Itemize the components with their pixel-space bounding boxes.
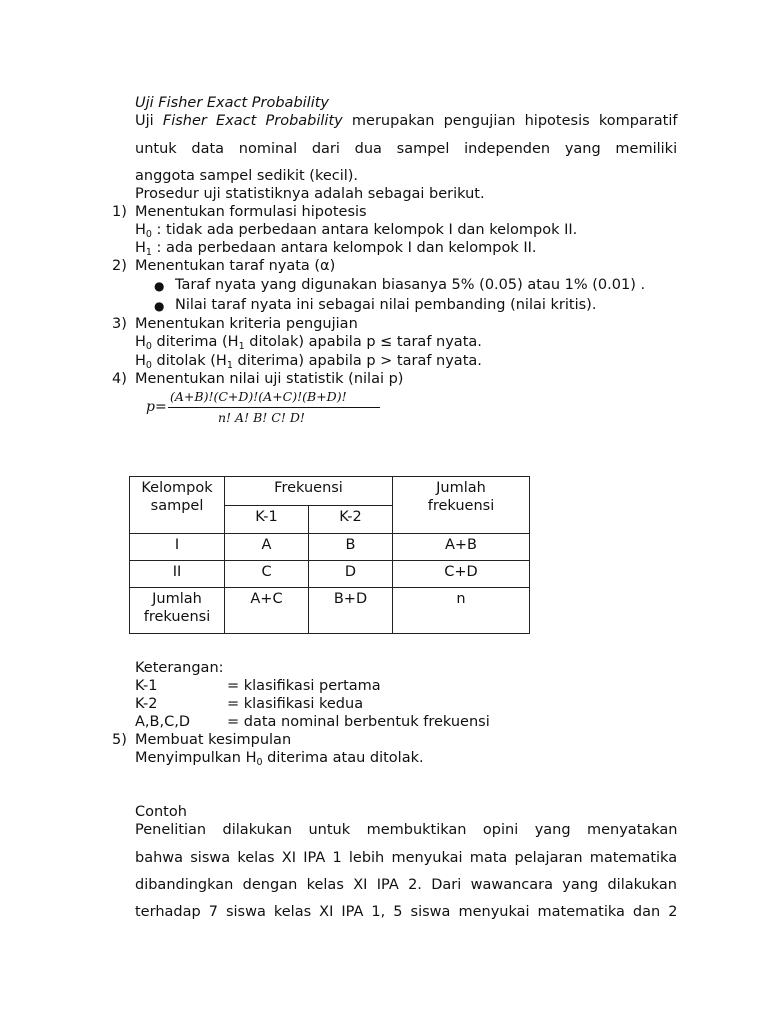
step-4-number: 4): [112, 371, 127, 387]
step-5-text: Membuat kesimpulan: [135, 732, 292, 748]
intro-line-4: Prosedur uji statistiknya adalah sebagai berikut.: [135, 186, 485, 202]
table-cell: I: [130, 534, 225, 561]
conclusion-text: Menyimpulkan $H_0$ diterima atau ditolak.: [135, 750, 424, 768]
header-k1: K-1: [225, 505, 309, 534]
table-cell: n: [393, 588, 530, 634]
contoh-line-3: dibandingkan dengan kelas XI IPA 2. Dari wawancara yang dilakukan: [135, 877, 677, 893]
step-3-number: 3): [112, 316, 127, 332]
bullet-icon: ●: [154, 279, 165, 293]
contoh-line-4: terhadap 7 siswa kelas XI IPA 1, 5 siswa menyukai matematika dan 2: [135, 904, 678, 920]
formula-numerator: (A+B)!(C+D)!(A+C)!(B+D)!: [170, 389, 347, 404]
step-5-number: 5): [112, 732, 127, 748]
step-4-text: Menentukan nilai uji statistik (nilai p): [135, 371, 404, 387]
contoh-line-1: Penelitian dilakukan untuk membuktikan opini yang menyatakan: [135, 822, 678, 838]
keterangan-definition: = klasifikasi kedua: [227, 696, 364, 712]
header-k2: K-2: [309, 505, 393, 534]
table-cell: C: [225, 561, 309, 588]
table-cell: A+C: [225, 588, 309, 634]
step-3-text: Menentukan kriteria pengujian: [135, 316, 358, 332]
header-kelompok-sampel: Kelompok sampel: [130, 477, 225, 534]
table-cell: II: [130, 561, 225, 588]
step-2-text: Menentukan taraf nyata (α): [135, 258, 336, 274]
contoh-heading: Contoh: [135, 804, 187, 820]
intro-line-3: anggota sampel sedikit (kecil).: [135, 168, 359, 184]
step-1-number: 1): [112, 204, 127, 220]
table-cell: C+D: [393, 561, 530, 588]
hypothesis-h1: $H_1$ : ada perbedaan antara kelompok I dan kelompok II.: [135, 240, 537, 258]
intro-line-1: Uji Fisher Exact Probability merupakan pengujian hipotesis komparatif: [135, 113, 678, 129]
table-cell: A+B: [393, 534, 530, 561]
step-1-text: Menentukan formulasi hipotesis: [135, 204, 367, 220]
keterangan-heading: Keterangan:: [135, 660, 224, 676]
formula-denominator: n! A! B! C! D!: [218, 410, 305, 425]
criterion-reject: $H_0$ ditolak ($H_1$ diterima) apabila p > taraf nyata.: [135, 353, 482, 371]
bullet-icon: ●: [154, 299, 165, 313]
header-frekuensi: Frekuensi: [225, 477, 393, 506]
keterangan-definition: = data nominal berbentuk frekuensi: [227, 714, 490, 730]
criterion-accept: $H_0$ diterima ($H_1$ ditolak) apabila p ≤ taraf nyata.: [135, 334, 482, 352]
document-title: Uji Fisher Exact Probability: [135, 95, 330, 111]
formula-fraction-bar: [168, 407, 380, 408]
bullet-1-text: Taraf nyata yang digunakan biasanya 5% (0.05) atau 1% (0.01) .: [175, 277, 646, 293]
keterangan-term: K-2: [135, 696, 158, 712]
header-jumlah-frekuensi: Jumlah frekuensi: [393, 477, 530, 534]
bullet-2-text: Nilai taraf nyata ini sebagai nilai pembanding (nilai kritis).: [175, 297, 597, 313]
keterangan-definition: = klasifikasi pertama: [227, 678, 381, 694]
frequency-table: [129, 476, 530, 634]
table-cell: D: [309, 561, 393, 588]
table-cell: Jumlah frekuensi: [130, 588, 225, 634]
keterangan-term: K-1: [135, 678, 158, 694]
step-2-number: 2): [112, 258, 127, 274]
contoh-line-2: bahwa siswa kelas XI IPA 1 lebih menyukai mata pelajaran matematika: [135, 850, 678, 866]
hypothesis-h0: $H_0$ : tidak ada perbedaan antara kelompok I dan kelompok II.: [135, 222, 578, 240]
table-cell: A: [225, 534, 309, 561]
formula-lhs: p=: [146, 399, 167, 415]
table-cell: B+D: [309, 588, 393, 634]
intro-line-2: untuk data nominal dari dua sampel independen yang memiliki: [135, 141, 678, 157]
keterangan-term: A,B,C,D: [135, 714, 190, 730]
table-cell: B: [309, 534, 393, 561]
